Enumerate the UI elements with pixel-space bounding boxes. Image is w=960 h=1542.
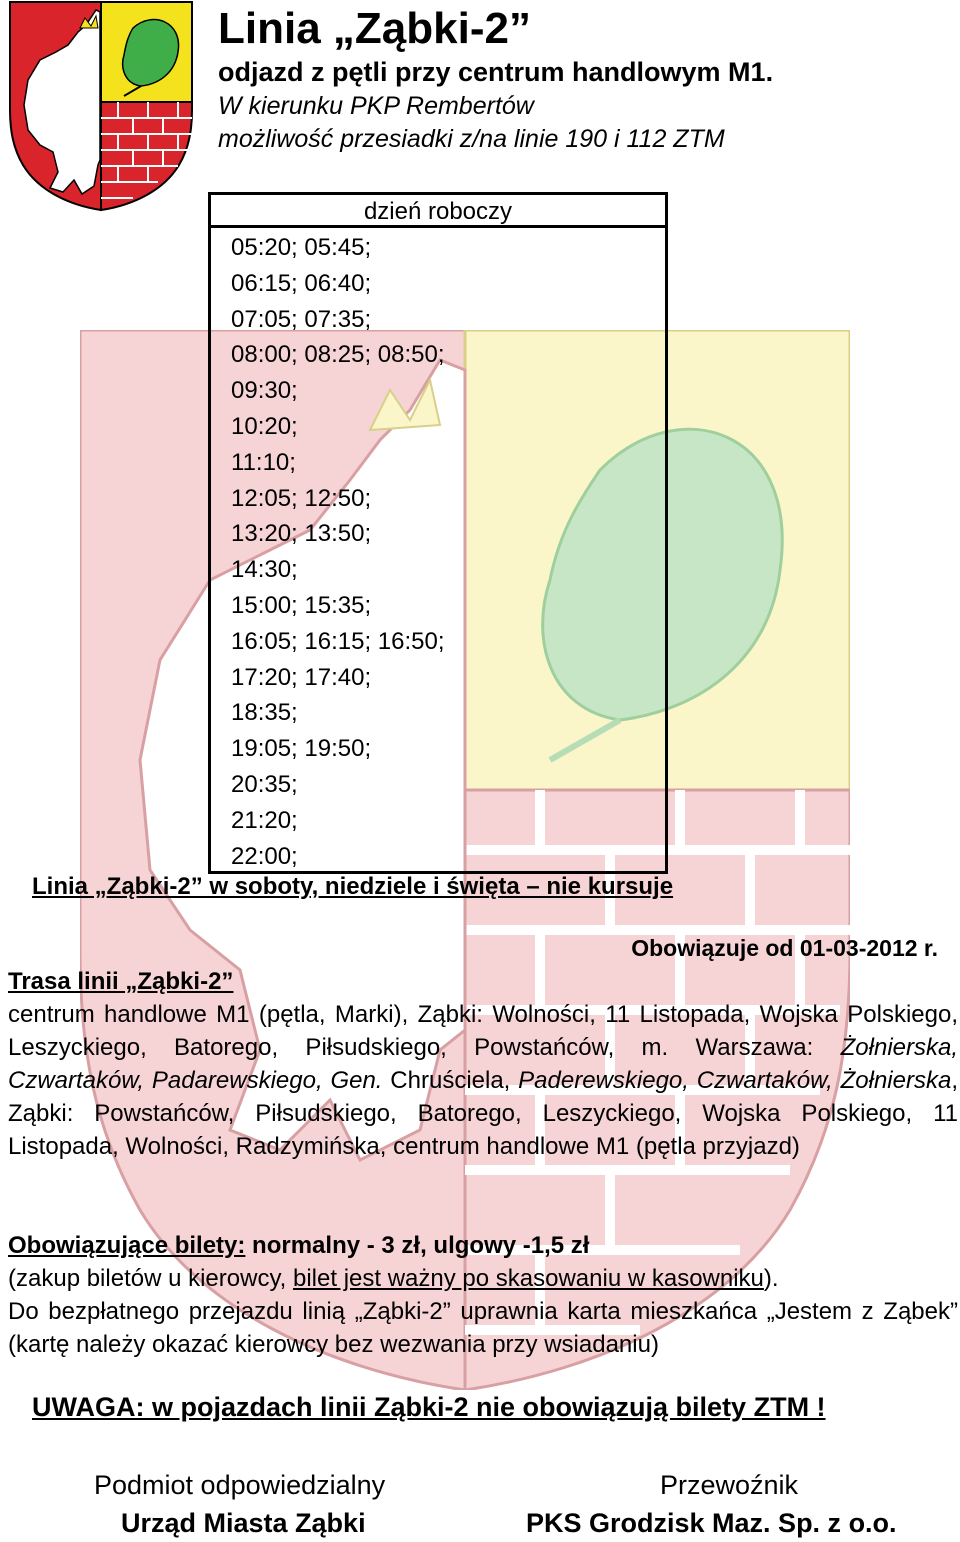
purchase-text: (zakup biletów u kierowcy,: [8, 1265, 293, 1292]
responsible-label: Podmiot odpowiedzialny: [94, 1470, 386, 1500]
route-description: [8, 998, 958, 1163]
departure-row: 09:30;: [231, 377, 298, 405]
ztm-warning: UWAGA: w pojazdach linii Ząbki-2 nie obowiązują bilety ZTM !: [32, 1392, 826, 1422]
departure-row: 16:05; 16:15; 16:50;: [231, 627, 445, 655]
tickets-prices: normalny - 3 zł, ulgowy -1,5 zł: [245, 1232, 590, 1259]
carrier-label: Przewoźnik: [660, 1470, 799, 1500]
tickets-purchase: [8, 1262, 958, 1295]
departure-row: 17:20; 17:40;: [231, 663, 372, 691]
departure-row: 22:00;: [231, 842, 298, 870]
departure-row: 19:05; 19:50;: [231, 735, 372, 763]
departure-row: 20:35;: [231, 770, 298, 798]
departure-row: 18:35;: [231, 699, 298, 727]
route-part: centrum handlowe M1 (pętla, Marki), Ząbki: Wolności, 11 Listopada, Wojska Polskiego, Leszyckiego, Batorego, Piłsudskiego, Powstańców, m. Warszawa:: [8, 1001, 958, 1061]
direction-info: W kierunku PKP Rembertów: [218, 92, 534, 120]
timetable-rows: [211, 228, 665, 874]
tickets-info: [8, 1229, 958, 1361]
departure-row: 14:30;: [231, 556, 298, 584]
purchase-validation: bilet jest ważny po skasowaniu w kasowniku: [293, 1265, 764, 1292]
transfer-info: możliwość przesiadki z/na linie 190 i 112 ZTM: [218, 125, 725, 153]
departure-row: 08:00; 08:25; 08:50;: [231, 341, 445, 369]
carrier-name: PKS Grodzisk Maz. Sp. z o.o.: [526, 1508, 897, 1538]
valid-from: Obowiązuje od 01-03-2012 r.: [631, 935, 938, 961]
departure-row: 15:00; 15:35;: [231, 591, 372, 619]
departure-row: 07:05; 07:35;: [231, 305, 372, 333]
departure-info: odjazd z pętli przy centrum handlowym M1.: [218, 57, 774, 87]
tickets-line: [8, 1229, 958, 1262]
free-ride-info: Do bezpłatnego przejazdu linią „Ząbki-2” uprawnia karta mieszkańca „Jestem z Ząbek” (kartę należy okazać kierowcy bez wezwania przy wsiadaniu): [8, 1298, 958, 1358]
route-part-italic: Paderewskiego, Czwartaków, Żołnierska: [518, 1067, 952, 1094]
route-part: Chruściela,: [382, 1067, 519, 1094]
timetable-header: dzień roboczy: [211, 195, 665, 228]
departure-row: 05:20; 05:45;: [231, 234, 372, 261]
tickets-label: Obowiązujące bilety:: [8, 1232, 246, 1259]
coat-of-arms-icon: [8, 0, 194, 212]
departure-row: 10:20;: [231, 412, 298, 440]
departure-row: 06:15; 06:40;: [231, 269, 372, 297]
route-part: , Ząbki: Powstańców, Piłsudskiego, Batorego, Leszyckiego, Wojska Polskiego, 11 Listopada, Wolności, Radzymińska, centrum handlowe M1 (pętla przyjazd): [8, 1067, 958, 1160]
timetable: [208, 192, 668, 874]
page-title: Linia „Ząbki-2”: [218, 4, 531, 53]
responsible-name: Urząd Miasta Ząbki: [121, 1508, 366, 1538]
route-title: Trasa linii „Ząbki-2”: [8, 968, 234, 995]
route-part-italic: Żołnierska, Czwartaków, Padarewskiego, Gen.: [8, 1034, 958, 1094]
departure-row: 12:05; 12:50;: [231, 484, 372, 512]
weekend-notice: Linia „Ząbki-2” w soboty, niedziele i święta – nie kursuje: [32, 873, 674, 900]
departure-row: 21:20;: [231, 806, 298, 834]
departure-row: 11:10;: [231, 448, 296, 476]
purchase-text: ).: [763, 1265, 779, 1292]
departure-row: 13:20; 13:50;: [231, 520, 372, 548]
